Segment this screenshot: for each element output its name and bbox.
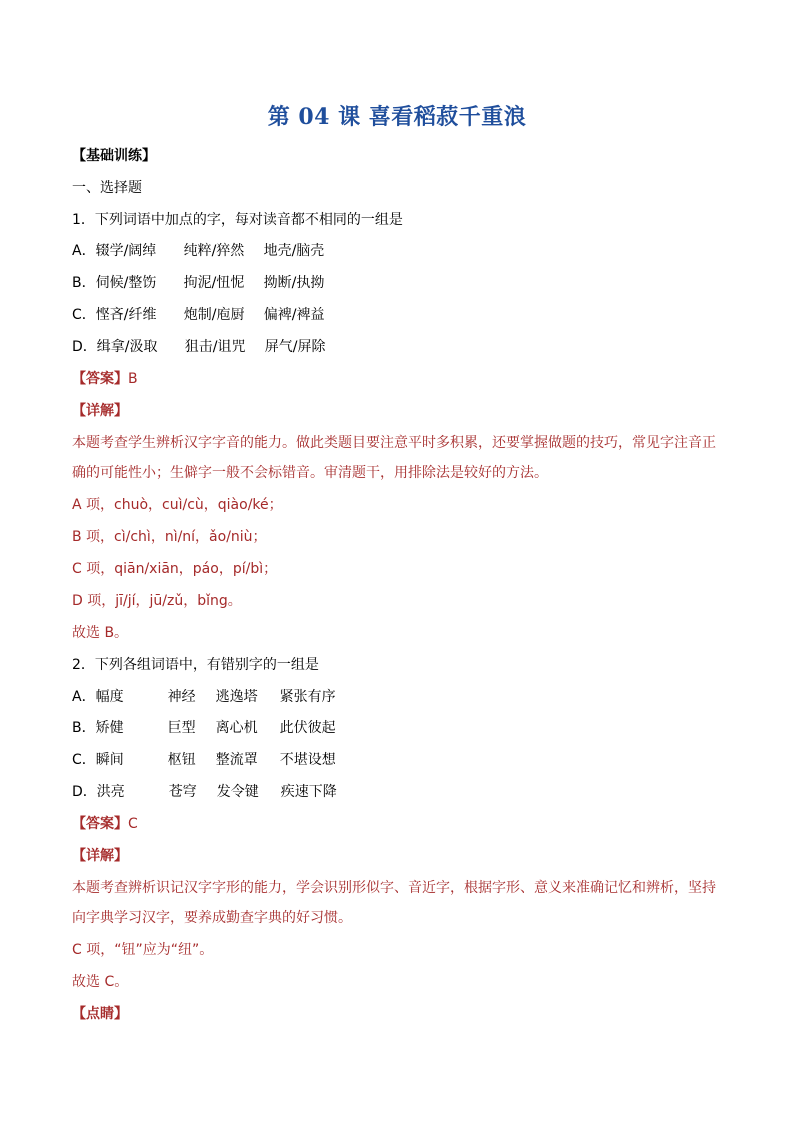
q1-item-b: B 项，cì/chì，nì/ní，ǎo/niù； <box>72 529 267 545</box>
q1-option-d <box>72 337 326 357</box>
q2-option-b <box>72 718 336 738</box>
option-word: 洪亮 <box>96 784 125 800</box>
option-word: 伺候/整饬 <box>95 275 157 291</box>
option-word: 缉拿/汲取 <box>96 339 158 355</box>
option-word: 枢钮 <box>167 752 196 768</box>
option-word: 巨型 <box>167 720 196 736</box>
q2-item-c: C 项，“钮”应为“纽”。 <box>72 942 214 958</box>
section-heading: 【基础训练】 <box>72 148 156 164</box>
option-word: 偏裨/裨益 <box>263 307 325 323</box>
q1-option-c <box>72 305 325 325</box>
q1-option-a <box>72 241 324 261</box>
option-label: D． <box>72 339 97 355</box>
q2-stem: 2．下列各组词语中，有错别字的一组是 <box>72 657 319 673</box>
answer-value: C <box>128 816 138 832</box>
option-label: C． <box>72 752 96 768</box>
answer-tag: 【答案】 <box>72 371 128 387</box>
q1-stem: 1．下列词语中加点的字，每对读音都不相同的一组是 <box>72 212 403 228</box>
option-label: D． <box>72 784 97 800</box>
option-word: 逃逸塔 <box>215 689 258 705</box>
option-word: 幅度 <box>95 689 124 705</box>
q2-comment-tag: 【点睛】 <box>72 1006 128 1022</box>
q1-detail-tag: 【详解】 <box>72 403 128 419</box>
option-word: 地壳/脑壳 <box>263 243 325 259</box>
option-word: 辍学/阔绰 <box>95 243 157 259</box>
q1-detail-text-2: 确的可能性小；生僻字一般不会标错音。审清题干，用排除法是较好的方法。 <box>72 465 548 481</box>
q1-answer <box>72 369 138 389</box>
option-word: 悭吝/纤维 <box>95 307 157 323</box>
option-label: A． <box>72 689 96 705</box>
q2-detail-tag: 【详解】 <box>72 848 128 864</box>
option-word: 疾速下降 <box>280 784 337 800</box>
page-title: 第 04 课 喜看稻菽千重浪 <box>267 104 527 130</box>
q2-option-c <box>72 750 336 770</box>
option-label: B． <box>72 275 96 291</box>
q2-option-d <box>72 782 337 802</box>
option-word: 拗断/执拗 <box>263 275 325 291</box>
option-word: 屏气/屏除 <box>264 339 326 355</box>
answer-value: B <box>128 371 138 387</box>
option-word: 矫健 <box>95 720 124 736</box>
option-label: B． <box>72 720 96 736</box>
option-word: 纯粹/猝然 <box>183 243 245 259</box>
q2-detail-text-2: 向字典学习汉字，要养成勤查字典的好习惯。 <box>72 910 352 926</box>
part-heading: 一、选择题 <box>72 180 142 196</box>
option-word: 狙击/诅咒 <box>184 339 246 355</box>
option-word: 苍穹 <box>168 784 197 800</box>
answer-tag: 【答案】 <box>72 816 128 832</box>
q1-conclusion: 故选 B。 <box>72 625 129 641</box>
option-word: 发令键 <box>216 784 259 800</box>
q1-detail-text-1: 本题考查学生辨析汉字字音的能力。做此类题目要注意平时多积累，还要掌握做题的技巧，常见字注音正 <box>72 435 716 451</box>
option-word: 炮制/庖厨 <box>183 307 245 323</box>
option-word: 紧张有序 <box>279 689 336 705</box>
option-word: 瞬间 <box>95 752 124 768</box>
q1-item-c: C 项，qiān/xiān，páo，pí/bì； <box>72 561 278 577</box>
q2-conclusion: 故选 C。 <box>72 974 129 990</box>
option-label: A． <box>72 243 96 259</box>
option-word: 整流罩 <box>215 752 258 768</box>
option-word: 神经 <box>167 689 196 705</box>
q2-detail-text-1: 本题考查辨析识记汉字字形的能力，学会识别形似字、音近字，根据字形、意义来准确记忆和辨析，坚持 <box>72 880 716 896</box>
q2-option-a <box>72 687 336 707</box>
q2-answer <box>72 814 138 834</box>
option-word: 此伏彼起 <box>279 720 336 736</box>
option-word: 不堪设想 <box>279 752 336 768</box>
q1-option-b <box>72 273 324 293</box>
q1-item-a: A 项，chuò，cuì/cù，qiào/ké； <box>72 497 283 513</box>
option-word: 离心机 <box>215 720 258 736</box>
option-label: C． <box>72 307 96 323</box>
option-word: 拘泥/忸怩 <box>183 275 245 291</box>
q1-item-d: D 项，jī/jí，jū/zǔ，bǐng。 <box>72 593 242 609</box>
